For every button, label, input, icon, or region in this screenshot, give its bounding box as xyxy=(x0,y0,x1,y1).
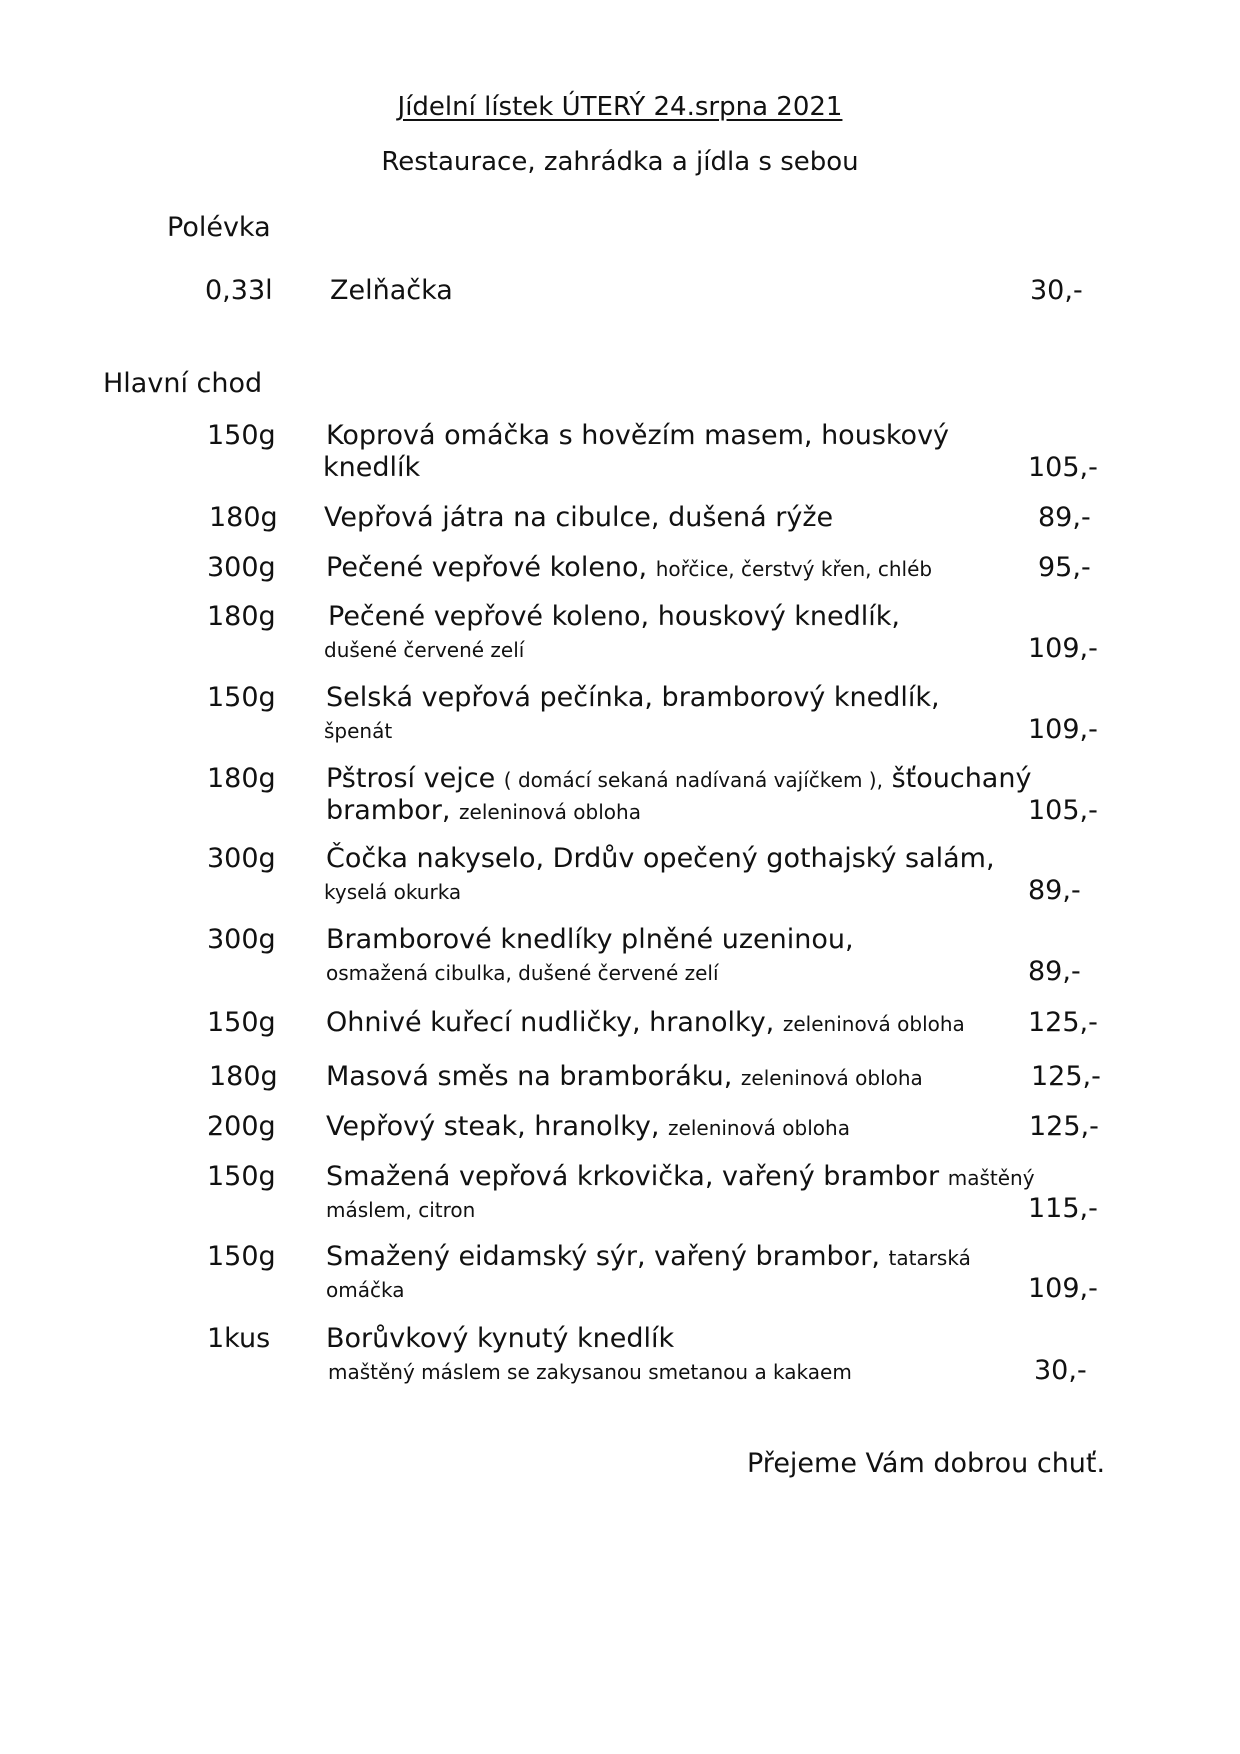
item-price: 89,- xyxy=(1038,502,1091,533)
item-price: 125,- xyxy=(1031,1061,1101,1092)
item-name: Pečené vepřové koleno, hořčice, čerstvý křen, chléb xyxy=(326,552,933,583)
item-price: 95,- xyxy=(1038,552,1091,583)
item-price: 115,- xyxy=(1028,1193,1098,1224)
section-heading-soup: Polévka xyxy=(167,212,271,243)
item-qty: 180g xyxy=(209,1061,278,1092)
item-qty: 1kus xyxy=(207,1323,271,1354)
item-qty: 150g xyxy=(207,1161,276,1192)
item-note: zeleninová obloha xyxy=(782,1012,965,1036)
item-note: tatarská xyxy=(888,1246,971,1270)
item-note: kyselá okurka xyxy=(324,880,462,904)
item-price: 109,- xyxy=(1028,714,1098,745)
item-price: 89,- xyxy=(1028,956,1081,987)
item-qty: 300g xyxy=(207,924,276,955)
page-subtitle: Restaurace, zahrádka a jídla s sebou xyxy=(381,147,859,177)
item-note: maštěný máslem se zakysanou smetanou a kakaem xyxy=(328,1360,852,1384)
item-note: máslem, citron xyxy=(326,1198,476,1222)
soup-name: Zelňačka xyxy=(330,275,453,306)
item-name: Smažený eidamský sýr, vařený brambor, tatarská xyxy=(326,1241,971,1272)
item-note: hořčice, čerstvý křen, chléb xyxy=(655,557,933,581)
item-price: 105,- xyxy=(1028,452,1098,483)
item-name: Pštrosí vejce ( domácí sekaná nadívaná vajíčkem ), šťouchaný xyxy=(326,763,1032,794)
item-qty: 150g xyxy=(207,682,276,713)
item-note: zeleninová obloha xyxy=(740,1066,923,1090)
item-qty: 150g xyxy=(207,420,276,451)
item-note: zeleninová obloha xyxy=(459,800,641,824)
item-note: zeleninová obloha xyxy=(668,1116,850,1140)
soup-qty: 0,33l xyxy=(205,275,273,306)
item-note: maštěný xyxy=(947,1166,1035,1190)
page-title: Jídelní lístek ÚTERÝ 24.srpna 2021 xyxy=(397,92,843,122)
item-name: Vepřový steak, hranolky, zeleninová obloha xyxy=(326,1111,850,1142)
item-name: Masová směs na bramboráku, zeleninová obloha xyxy=(326,1061,923,1092)
item-qty: 300g xyxy=(207,552,276,583)
item-name: Koprová omáčka s hovězím masem, houskový xyxy=(326,420,950,451)
item-name: Čočka nakyselo, Drdův opečený gothajský salám, xyxy=(326,843,995,874)
item-name: Vepřová játra na cibulce, dušená rýže xyxy=(324,502,834,533)
item-qty: 300g xyxy=(207,843,276,874)
item-qty: 200g xyxy=(207,1111,276,1142)
item-price: 125,- xyxy=(1028,1007,1098,1038)
section-heading-main: Hlavní chod xyxy=(103,368,263,399)
item-note: dušené červené zelí xyxy=(324,638,525,662)
soup-price: 30,- xyxy=(1030,275,1083,306)
item-note: omáčka xyxy=(326,1278,405,1302)
item-price: 125,- xyxy=(1029,1111,1099,1142)
item-price: 109,- xyxy=(1028,633,1098,664)
item-note: špenát xyxy=(324,719,393,743)
item-name: Smažená vepřová krkovička, vařený brambor maštěný xyxy=(326,1161,1035,1192)
item-name: Pečené vepřové koleno, houskový knedlík, xyxy=(328,601,900,632)
item-qty: 150g xyxy=(207,1007,276,1038)
closing-greeting: Přejeme Vám dobrou chuť. xyxy=(747,1448,1106,1479)
item-price: 105,- xyxy=(1028,795,1098,826)
item-note: osmažená cibulka, dušené červené zelí xyxy=(326,961,719,985)
item-name-cont: brambor, zeleninová obloha xyxy=(326,795,641,826)
item-price: 109,- xyxy=(1028,1273,1098,1304)
item-name: Ohnivé kuřecí nudličky, hranolky, zeleninová obloha xyxy=(326,1007,965,1038)
item-qty: 180g xyxy=(207,601,276,632)
item-price: 89,- xyxy=(1028,875,1081,906)
item-name-cont: knedlík xyxy=(323,452,421,483)
item-note: ( domácí sekaná nadívaná vajíčkem ), xyxy=(503,768,883,792)
item-qty: 180g xyxy=(209,502,278,533)
item-price: 30,- xyxy=(1034,1355,1087,1386)
item-name: Borůvkový kynutý knedlík xyxy=(326,1323,675,1354)
item-name: Bramborové knedlíky plněné uzeninou, xyxy=(326,924,854,955)
item-qty: 180g xyxy=(207,763,276,794)
item-qty: 150g xyxy=(207,1241,276,1272)
item-name: Selská vepřová pečínka, bramborový knedlík, xyxy=(326,682,940,713)
